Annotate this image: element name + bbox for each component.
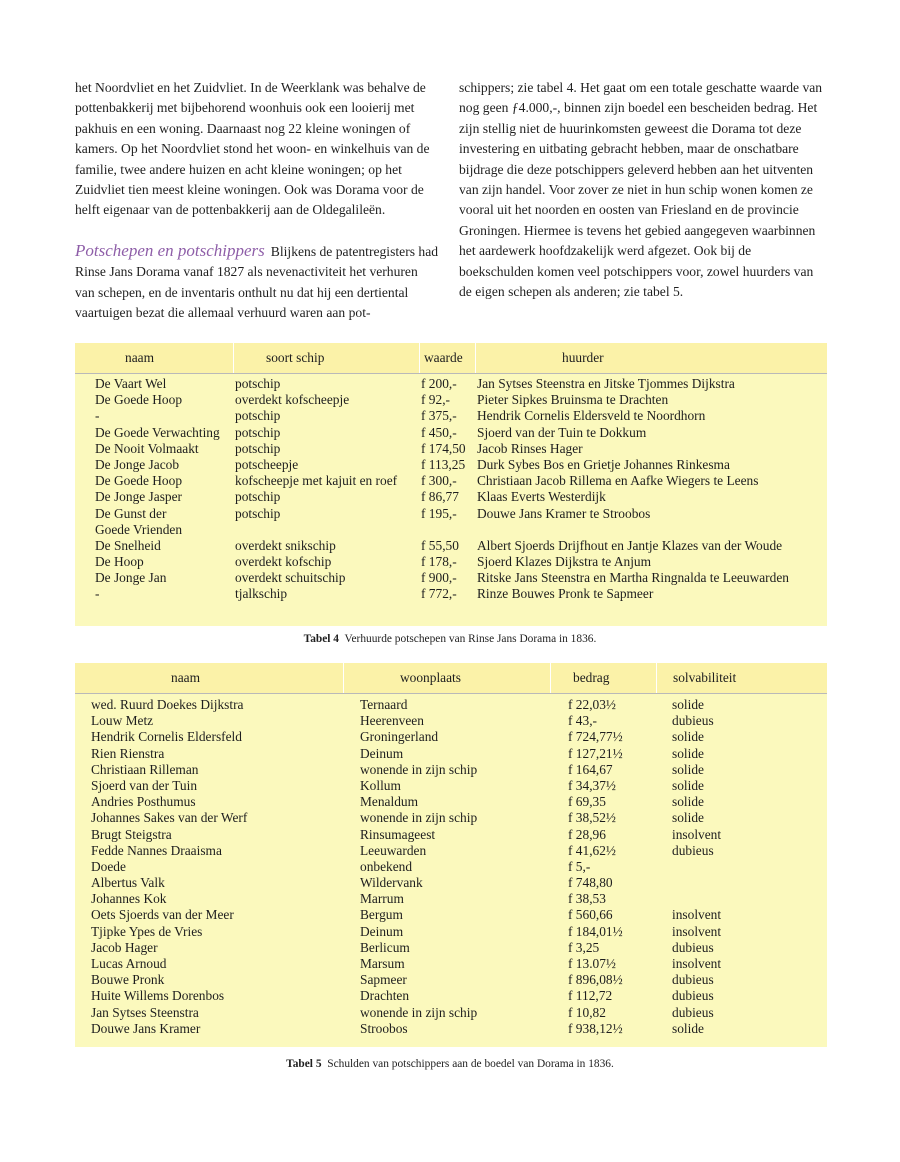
left-text-column xyxy=(75,78,439,323)
t4-row-cell-2: potschip xyxy=(235,489,281,505)
t5-row xyxy=(75,907,827,923)
t4-row-cell-3: f 450,- xyxy=(421,424,457,440)
t5-row xyxy=(75,859,827,875)
table-5 xyxy=(75,663,827,1047)
t4-row-cell-2: kofscheepje met kajuit en roef xyxy=(235,473,398,489)
t5-row-cell-2: Marrum xyxy=(360,891,404,907)
t5-row xyxy=(75,940,827,956)
t5-row-cell-2: Stroobos xyxy=(360,1020,408,1036)
t5-row-cell-1: Tjipke Ypes de Vries xyxy=(91,923,203,939)
t5-row-cell-4: solide xyxy=(672,745,704,761)
t4-row-cell-4: Hendrik Cornelis Eldersveld te Noordhorn xyxy=(477,408,706,424)
t5-header-cell xyxy=(343,663,551,693)
table-4-header xyxy=(75,343,827,374)
t5-row-cell-2: Deinum xyxy=(360,923,404,939)
t4-row xyxy=(75,586,827,602)
t5-row-cell-3: f 43,- xyxy=(568,713,598,729)
t4-row-cell-3: f 195,- xyxy=(421,505,457,521)
t4-row-cell-2: potscheepje xyxy=(235,456,299,472)
t4-row-cell-3: f 772,- xyxy=(421,586,457,602)
t4-row-cell-4: Albert Sjoerds Drijfhout en Jantje Klazes van der Woude xyxy=(477,537,783,553)
t5-row-cell-3: f 38,52½ xyxy=(568,810,616,826)
table-5-caption xyxy=(0,1058,900,1070)
t5-row-cell-2: Bergum xyxy=(360,907,403,923)
t5-row xyxy=(75,729,827,745)
t4-row-cell-3: f 200,- xyxy=(421,376,457,391)
t5-row-cell-2: Wildervank xyxy=(360,875,423,891)
t5-row-cell-4: solide xyxy=(672,1020,704,1036)
t4-row-cell-2: potschip xyxy=(235,440,281,456)
t5-row xyxy=(75,1021,827,1037)
t4-row xyxy=(75,392,827,408)
t5-row-cell-3: f 748,80 xyxy=(568,875,613,891)
t5-row xyxy=(75,972,827,988)
t5-row-cell-4: insolvent xyxy=(672,956,722,971)
t5-row-cell-1: Albertus Valk xyxy=(91,875,165,891)
t5-header-bedrag: bedrag xyxy=(573,670,610,685)
t4-header-waarde: waarde xyxy=(424,350,463,365)
table-4 xyxy=(75,343,827,626)
t4-header-cell xyxy=(75,343,233,373)
t5-row-cell-4: dubieus xyxy=(672,972,714,988)
t5-row-cell-3: f 28,96 xyxy=(568,826,606,842)
t5-row-cell-2: Berlicum xyxy=(360,939,410,955)
t5-row-cell-2: Menaldum xyxy=(360,794,419,810)
t4-row-cell-4: Jacob Rinses Hager xyxy=(477,440,583,456)
t5-row-cell-3: f 164,67 xyxy=(568,761,613,777)
t4-header-soort-schip: soort schip xyxy=(266,350,325,365)
t5-row-cell-1: Jacob Hager xyxy=(91,939,158,955)
t5-row xyxy=(75,891,827,907)
t4-row xyxy=(75,376,827,392)
t5-row-cell-1: Hendrik Cornelis Eldersfeld xyxy=(91,729,242,745)
t5-row-cell-3: f 34,37½ xyxy=(568,777,616,793)
t5-row-cell-2: Heerenveen xyxy=(360,713,424,729)
t4-row xyxy=(75,489,827,505)
t4-row xyxy=(75,457,827,473)
t4-row xyxy=(75,473,827,489)
t5-row-cell-3: f 938,12½ xyxy=(568,1020,623,1036)
t5-row-cell-4: solide xyxy=(672,761,704,777)
t4-row-cell-2: overdekt snikschip xyxy=(235,537,336,553)
t5-row xyxy=(75,924,827,940)
t5-row xyxy=(75,778,827,794)
t4-row-cell-2: potschip xyxy=(235,424,281,440)
t4-row-cell-1: De Snelheid xyxy=(95,537,161,553)
t4-row-cell-2: tjalkschip xyxy=(235,586,288,602)
t4-row-cell-4: Douwe Jans Kramer te Stroobos xyxy=(477,505,651,521)
t5-row-cell-1: Douwe Jans Kramer xyxy=(91,1020,201,1036)
t5-row-cell-4: solide xyxy=(672,810,704,826)
t4-row-cell-4: Ritske Jans Steenstra en Martha Ringnalda te Leeuwarden xyxy=(477,570,789,586)
t5-row-cell-1: Oets Sjoerds van der Meer xyxy=(91,907,234,923)
t5-row-cell-3: f 184,01½ xyxy=(568,923,623,939)
t5-row xyxy=(75,1005,827,1021)
t5-row xyxy=(75,843,827,859)
left-paragraph-2 xyxy=(75,241,439,324)
right-paragraph: schippers; zie tabel 4. Het gaat om een totale geschatte waarde van nog geen ƒ4.000,-, binnen zijn boedel een bescheiden bedrag. Het zijn stellig niet de huurinkomsten geweest die Dorama tot deze investering en uitbating gebracht hebben, maar de onschatbare bijdrage die deze potschippers geleverd hebben aan het uitventen van zijn handel. Voor zover ze niet in hun schip wonen komen ze vooral uit het noorden en oosten van Friesland en de provincie Groningen. Hiermee is tevens het gebied aangegeven waarbinnen het aardewerk hoofdzakelijk werd afgezet. Ook bij de boekschulden komen veel potschippers voor, zowel huurders van de eigen schepen als anderen; zie tabel 5. xyxy=(459,80,823,300)
t4-row-cell-3: f 92,- xyxy=(421,392,451,408)
t5-row xyxy=(75,988,827,1004)
t5-header-solvabiliteit: solvabiliteit xyxy=(673,670,737,685)
t4-row-cell-2: overdekt kofschip xyxy=(235,554,332,570)
t5-row xyxy=(75,713,827,729)
t5-row-cell-3: f 69,35 xyxy=(568,794,606,810)
t5-row-cell-2: Marsum xyxy=(360,956,405,971)
t5-row-cell-1: Doede xyxy=(91,858,126,874)
t4-row xyxy=(75,425,827,441)
t4-row-cell-1: De Goede Verwachting xyxy=(95,424,220,440)
t5-row xyxy=(75,762,827,778)
t5-row-cell-1: Huite Willems Dorenbos xyxy=(91,988,225,1004)
t4-row-cell-4: Pieter Sipkes Bruinsma te Drachten xyxy=(477,392,669,408)
t5-row-cell-1: Lucas Arnoud xyxy=(91,956,167,971)
t5-row-cell-3: f 896,08½ xyxy=(568,972,623,988)
left-paragraph-1: het Noordvliet en het Zuidvliet. In de Weerklank was behalve de pottenbakkerij met bijbehorend woonhuis ook een looierij met pakhuis en een woning. Daarnaast nog 22 kleine woningen of kamers. Op het Noordvliet stond het woon- en winkelhuis van de familie, twee andere huizen en acht kleine woningen; op het Zuidvliet tien meest kleine woningen. Ook was Dorama voor de helft eigenaar van de pottenbakkerij aan de Oldegalileën. xyxy=(75,80,430,218)
t5-header-naam: naam xyxy=(171,670,200,685)
t4-row-cell-3: f 375,- xyxy=(421,408,457,424)
t4-row-cell-1: De Vaart Wel xyxy=(95,376,167,391)
t4-row-cell-3: f 900,- xyxy=(421,570,457,586)
t4-header-naam: naam xyxy=(125,350,154,365)
t5-header-cell xyxy=(75,663,343,693)
t4-row-cell-1: - xyxy=(95,408,100,424)
t5-row-cell-2: Kollum xyxy=(360,777,401,793)
t4-row xyxy=(75,554,827,570)
t5-row-cell-4: dubieus xyxy=(672,713,714,729)
t4-row-cell-3: f 174,50 xyxy=(421,440,466,456)
t4-row xyxy=(75,506,827,538)
table-5-caption-text: Schulden van potschippers aan de boedel van Dorama in 1836. xyxy=(327,1058,614,1070)
t4-row-cell-1: De Jonge Jasper xyxy=(95,489,183,505)
t5-row-cell-1: Brugt Steigstra xyxy=(91,826,172,842)
t4-row-cell-4: Klaas Everts Westerdijk xyxy=(477,489,606,505)
table-5-header xyxy=(75,663,827,694)
t5-row-cell-2: Drachten xyxy=(360,988,410,1004)
t5-row-cell-3: f 127,21½ xyxy=(568,745,623,761)
t5-row-cell-1: Rien Rienstra xyxy=(91,745,165,761)
t5-row-cell-2: Rinsumageest xyxy=(360,826,436,842)
t4-row xyxy=(75,570,827,586)
t5-row-cell-2: Groningerland xyxy=(360,729,439,745)
t4-header-cell xyxy=(475,343,828,373)
t5-row-cell-1: Fedde Nannes Draaisma xyxy=(91,842,222,858)
t5-row-cell-3: f 13.07½ xyxy=(568,956,616,971)
t5-row-cell-2: wonende in zijn schip xyxy=(360,1004,478,1020)
t4-row-cell-3: f 86,77 xyxy=(421,489,459,505)
t4-row-cell-4: Sjoerd van der Tuin te Dokkum xyxy=(477,424,647,440)
t5-row-cell-3: f 5,- xyxy=(568,858,591,874)
t5-row-cell-4: solide xyxy=(672,729,704,745)
t4-row-cell-1: De Gunst der Goede Vrienden xyxy=(95,505,183,537)
t5-row xyxy=(75,746,827,762)
t4-row-cell-1: De Jonge Jacob xyxy=(95,456,180,472)
t5-row-cell-3: f 10,82 xyxy=(568,1004,606,1020)
t5-row-cell-1: Sjoerd van der Tuin xyxy=(91,777,198,793)
t4-row xyxy=(75,408,827,424)
left-paragraph-2-text: Blijkens de patentregisters had Rinse Jans Dorama vanaf 1827 als nevenactiviteit het verhuren van schepen, en de inventaris onthult nu dat hij een dertiental vaartuigen bezat die allemaal verhuurd waren aan pot- xyxy=(75,243,439,321)
t4-row-cell-3: f 113,25 xyxy=(421,456,466,472)
t5-row-cell-1: Johannes Kok xyxy=(91,891,167,907)
t5-row-cell-4: solide xyxy=(672,697,704,712)
t5-row xyxy=(75,875,827,891)
t4-row-cell-1: De Jonge Jan xyxy=(95,570,167,586)
t5-row xyxy=(75,697,827,713)
t4-row-cell-2: potschip xyxy=(235,376,281,391)
t5-row-cell-2: Leeuwarden xyxy=(360,842,427,858)
t4-row-cell-2: potschip xyxy=(235,505,281,521)
t5-row xyxy=(75,810,827,826)
t5-row xyxy=(75,794,827,810)
t4-row-cell-1: De Hoop xyxy=(95,554,144,570)
table-5-body xyxy=(75,697,827,1037)
t4-row-cell-1: De Goede Hoop xyxy=(95,392,183,408)
section-heading: Potschepen en potschippers xyxy=(75,240,265,260)
t5-row-cell-1: Jan Sytses Steenstra xyxy=(91,1004,199,1020)
t5-row-cell-3: f 560,66 xyxy=(568,907,613,923)
t5-row-cell-4: dubieus xyxy=(672,842,714,858)
t4-row-cell-1: De Goede Hoop xyxy=(95,473,183,489)
t5-row-cell-4: insolvent xyxy=(672,907,722,923)
table-4-caption xyxy=(0,633,900,645)
t5-row-cell-1: wed. Ruurd Doekes Dijkstra xyxy=(91,697,244,712)
t5-row xyxy=(75,827,827,843)
t4-header-cell xyxy=(419,343,476,373)
right-text-column xyxy=(459,78,825,302)
t5-row-cell-1: Andries Posthumus xyxy=(91,794,196,810)
t5-row-cell-3: f 38,53 xyxy=(568,891,606,907)
t4-row-cell-4: Jan Sytses Steenstra en Jitske Tjommes Dijkstra xyxy=(477,376,735,391)
t5-row-cell-4: dubieus xyxy=(672,1004,714,1020)
t4-row-cell-4: Sjoerd Klazes Dijkstra te Anjum xyxy=(477,554,652,570)
t5-row-cell-2: Ternaard xyxy=(360,697,408,712)
table-4-body xyxy=(75,376,827,603)
t4-row-cell-2: overdekt kofscheepje xyxy=(235,392,350,408)
t4-row-cell-3: f 178,- xyxy=(421,554,457,570)
t4-row-cell-4: Christiaan Jacob Rillema en Aafke Wiegers te Leens xyxy=(477,473,759,489)
t5-row-cell-4: insolvent xyxy=(672,923,722,939)
t5-row-cell-1: Bouwe Pronk xyxy=(91,972,165,988)
t5-row-cell-1: Johannes Sakes van der Werf xyxy=(91,810,248,826)
t4-row-cell-2: potschip xyxy=(235,408,281,424)
t4-row-cell-3: f 300,- xyxy=(421,473,457,489)
t5-row-cell-1: Christiaan Rilleman xyxy=(91,761,199,777)
t5-row-cell-4: dubieus xyxy=(672,939,714,955)
t4-row-cell-4: Durk Sybes Bos en Grietje Johannes Rinkesma xyxy=(477,456,730,472)
t5-row xyxy=(75,956,827,972)
t5-header-cell xyxy=(550,663,657,693)
t5-row-cell-2: Sapmeer xyxy=(360,972,407,988)
t5-row-cell-2: wonende in zijn schip xyxy=(360,761,478,777)
t5-row-cell-4: dubieus xyxy=(672,988,714,1004)
t5-row-cell-2: onbekend xyxy=(360,858,413,874)
t5-row-cell-4: solide xyxy=(672,794,704,810)
t5-row-cell-1: Louw Metz xyxy=(91,713,154,729)
t5-row-cell-3: f 3,25 xyxy=(568,939,600,955)
t4-row-cell-1: De Nooit Volmaakt xyxy=(95,440,199,456)
table-4-caption-text: Verhuurde potschepen van Rinse Jans Dorama in 1836. xyxy=(344,633,597,645)
t5-row-cell-3: f 41,62½ xyxy=(568,842,616,858)
t4-row-cell-1: - xyxy=(95,586,100,602)
t5-row-cell-2: wonende in zijn schip xyxy=(360,810,478,826)
t4-header-huurder: huurder xyxy=(562,350,604,365)
t4-row-cell-2: overdekt schuitschip xyxy=(235,570,346,586)
t5-row-cell-3: f 22,03½ xyxy=(568,697,616,712)
t4-header-cell xyxy=(233,343,420,373)
t5-row-cell-3: f 724,77½ xyxy=(568,729,623,745)
t5-row-cell-4: insolvent xyxy=(672,826,722,842)
table-5-caption-label: Tabel 5 xyxy=(286,1058,322,1070)
t4-row-cell-3: f 55,50 xyxy=(421,537,459,553)
t5-row-cell-4: solide xyxy=(672,777,704,793)
table-4-caption-label: Tabel 4 xyxy=(303,633,340,645)
t4-row xyxy=(75,538,827,554)
t5-header-woonplaats: woonplaats xyxy=(400,670,461,685)
t5-row-cell-2: Deinum xyxy=(360,745,404,761)
t5-header-cell xyxy=(656,663,828,693)
t4-row xyxy=(75,441,827,457)
t4-row-cell-4: Rinze Bouwes Pronk te Sapmeer xyxy=(477,586,654,602)
t5-row-cell-3: f 112,72 xyxy=(568,988,613,1004)
